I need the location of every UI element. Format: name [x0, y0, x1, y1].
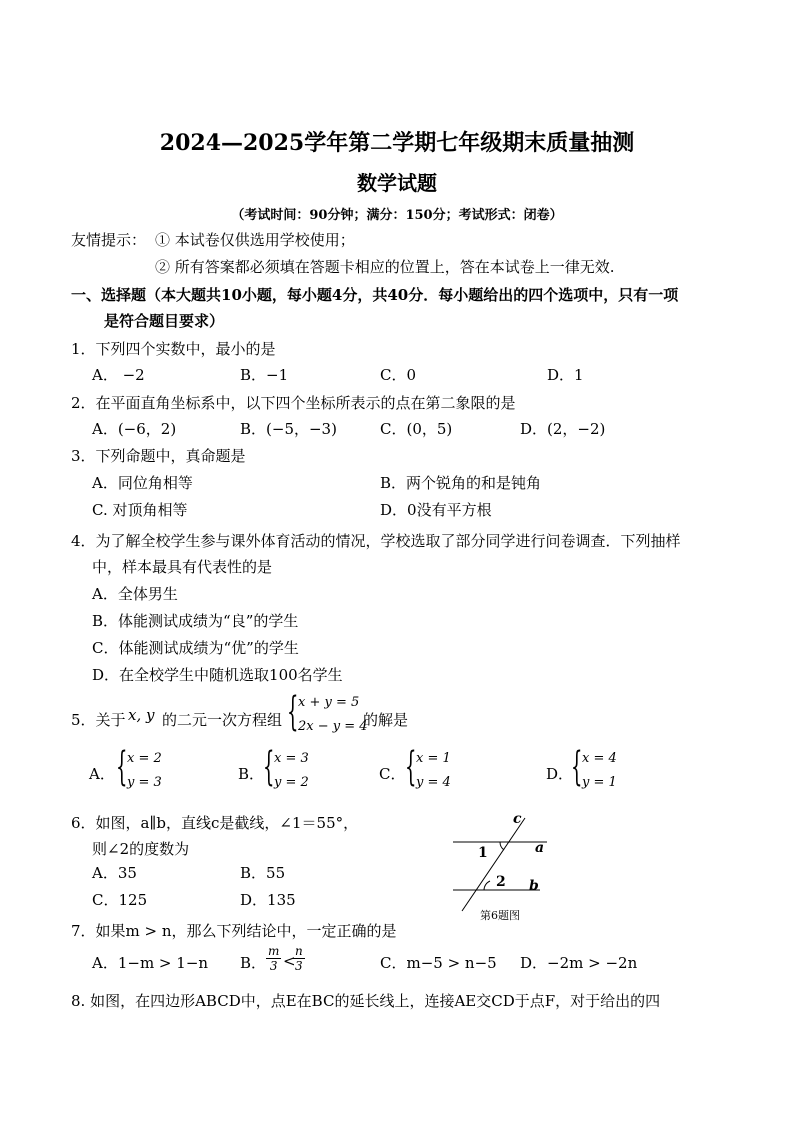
q8-stem: 8. 如图，在四边形ABCD中，点E在BC的延长线上，连接AE交CD于点F，对于给出的四 [71, 992, 661, 1010]
q7-option-d: D．−2m > −2n [520, 954, 638, 972]
q7-stem: 7．如果m > n，那么下列结论中，一定正确的是 [71, 922, 397, 940]
q1-stem: 1．下列四个实数中，最小的是 [71, 340, 276, 358]
q5-option-c-brace: { [405, 744, 417, 790]
q4-stem-1: 4．为了解全校学生参与课外体育活动的情况，学校选取了部分同学进行问卷调查．下列抽样 [71, 532, 681, 550]
q5-option-d-label: D． [546, 765, 574, 783]
q7-option-a: A．1−m > 1−n [92, 954, 209, 972]
q1-option-a: A． −2 [92, 366, 145, 384]
label-b: b [529, 878, 539, 894]
q5-stem-pre: 5．关于 [71, 711, 126, 729]
angle-2-arc [484, 881, 490, 890]
q5-option-d-eq1: x = 4 [582, 751, 617, 766]
frac-2-num: n [295, 944, 303, 958]
notice-item-1: ① 本试卷仅供选用学校使用； [155, 231, 355, 249]
q5-option-c-label: C． [379, 765, 406, 783]
q3-option-d: D．0没有平方根 [380, 501, 492, 519]
q6-stem-1: 6．如图，a∥b，直线c是截线，∠1＝55°， [71, 814, 359, 832]
q5-option-b-eq1: x = 3 [274, 751, 309, 766]
exam-subtitle: 数学试题 [357, 171, 437, 195]
q2-option-b: B．(−5，−3) [240, 420, 337, 438]
q3-option-a: A．同位角相等 [92, 474, 193, 492]
q6-option-b: B．55 [240, 864, 286, 882]
frac-1-den: 3 [269, 959, 278, 973]
q5-option-b-eq2: y = 2 [274, 775, 309, 790]
frac-1-num: m [268, 944, 280, 958]
angle-1-arc [500, 842, 504, 850]
q5-vars: x, y [128, 706, 155, 724]
section-desc-1: （本大题共10小题，每小题4分，共40分．每小题给出的四个选项中，只有一项 [146, 286, 679, 304]
label-a: a [535, 840, 545, 856]
q5-option-a-brace: { [116, 744, 128, 790]
label-angle-2: 2 [496, 874, 506, 890]
q7-option-b-label: B． [240, 954, 267, 972]
q5-option-d-brace: { [571, 744, 583, 790]
frac-2-den: 3 [295, 959, 303, 973]
q2-option-c: C．(0，5) [380, 420, 453, 438]
q5-stem-post: 的解是 [363, 711, 409, 729]
q5-option-c-eq2: y = 4 [416, 775, 451, 790]
q4-option-d: D．在全校学生中随机选取100名学生 [92, 666, 343, 684]
section-heading: 一、选择题 [71, 286, 147, 304]
q7-option-b-frac-2 [293, 944, 305, 973]
q5-eq-1: x + y = 5 [298, 695, 360, 710]
figure-caption: 第6题图 [480, 909, 520, 922]
exam-info: （考试时间：90分钟；满分：150分；考试形式：闭卷） [231, 208, 563, 223]
q6-figure [440, 808, 560, 926]
q5-option-c-eq1: x = 1 [416, 751, 451, 766]
section-desc-2: 是符合题目要求） [104, 312, 225, 330]
q5-option-d-eq2: y = 1 [582, 775, 617, 790]
q6-option-d: D．135 [240, 891, 296, 909]
q5-eq-2: 2x − y = 4 [298, 719, 368, 734]
q4-option-b: B．体能测试成绩为“良”的学生 [92, 612, 299, 630]
q5-brace: { [287, 689, 299, 735]
q5-stem-mid: 的二元一次方程组 [162, 711, 283, 729]
q3-option-b: B．两个锐角的和是钝角 [380, 474, 542, 492]
q7-option-b-frac-1 [266, 944, 281, 973]
q6-stem-2: 则∠2的度数为 [92, 840, 190, 858]
q2-stem: 2．在平面直角坐标系中，以下四个坐标所表示的点在第二象限的是 [71, 394, 516, 412]
q3-option-c: C. 对顶角相等 [92, 501, 188, 519]
q5-option-a-eq2: y = 3 [127, 775, 162, 790]
label-angle-1: 1 [478, 845, 488, 861]
label-c: c [513, 811, 522, 827]
q2-option-d: D．(2，−2) [520, 420, 606, 438]
section-1-heading-line [71, 284, 678, 305]
q6-option-a: A．35 [92, 864, 137, 882]
q5-option-b-brace: { [263, 744, 275, 790]
q2-option-a: A．(−6，2) [92, 420, 177, 438]
q4-option-a: A．全体男生 [92, 585, 178, 603]
notice-item-2: ② 所有答案都必须填在答题卡相应的位置上，答在本试卷上一律无效. [155, 258, 615, 276]
q1-option-d: D．1 [547, 366, 584, 384]
q1-option-c: C．0 [380, 366, 417, 384]
q5-option-a-label: A． [89, 765, 115, 783]
q7-option-b-op: < [283, 952, 296, 970]
q6-option-c: C．125 [92, 891, 148, 909]
q1-option-b: B．−1 [240, 366, 289, 384]
q7-option-c: C．m−5 > n−5 [380, 954, 497, 972]
q4-option-c: C．体能测试成绩为“优”的学生 [92, 639, 299, 657]
q3-stem: 3．下列命题中，真命题是 [71, 447, 246, 465]
exam-title: 2024—2025学年第二学期七年级期末质量抽测 [159, 130, 635, 156]
notice-label: 友情提示： [71, 231, 147, 249]
line-c [462, 818, 525, 911]
q4-stem-2: 中，样本最具有代表性的是 [92, 558, 273, 576]
q5-option-a-eq1: x = 2 [127, 751, 162, 766]
q5-option-b-label: B． [238, 765, 265, 783]
